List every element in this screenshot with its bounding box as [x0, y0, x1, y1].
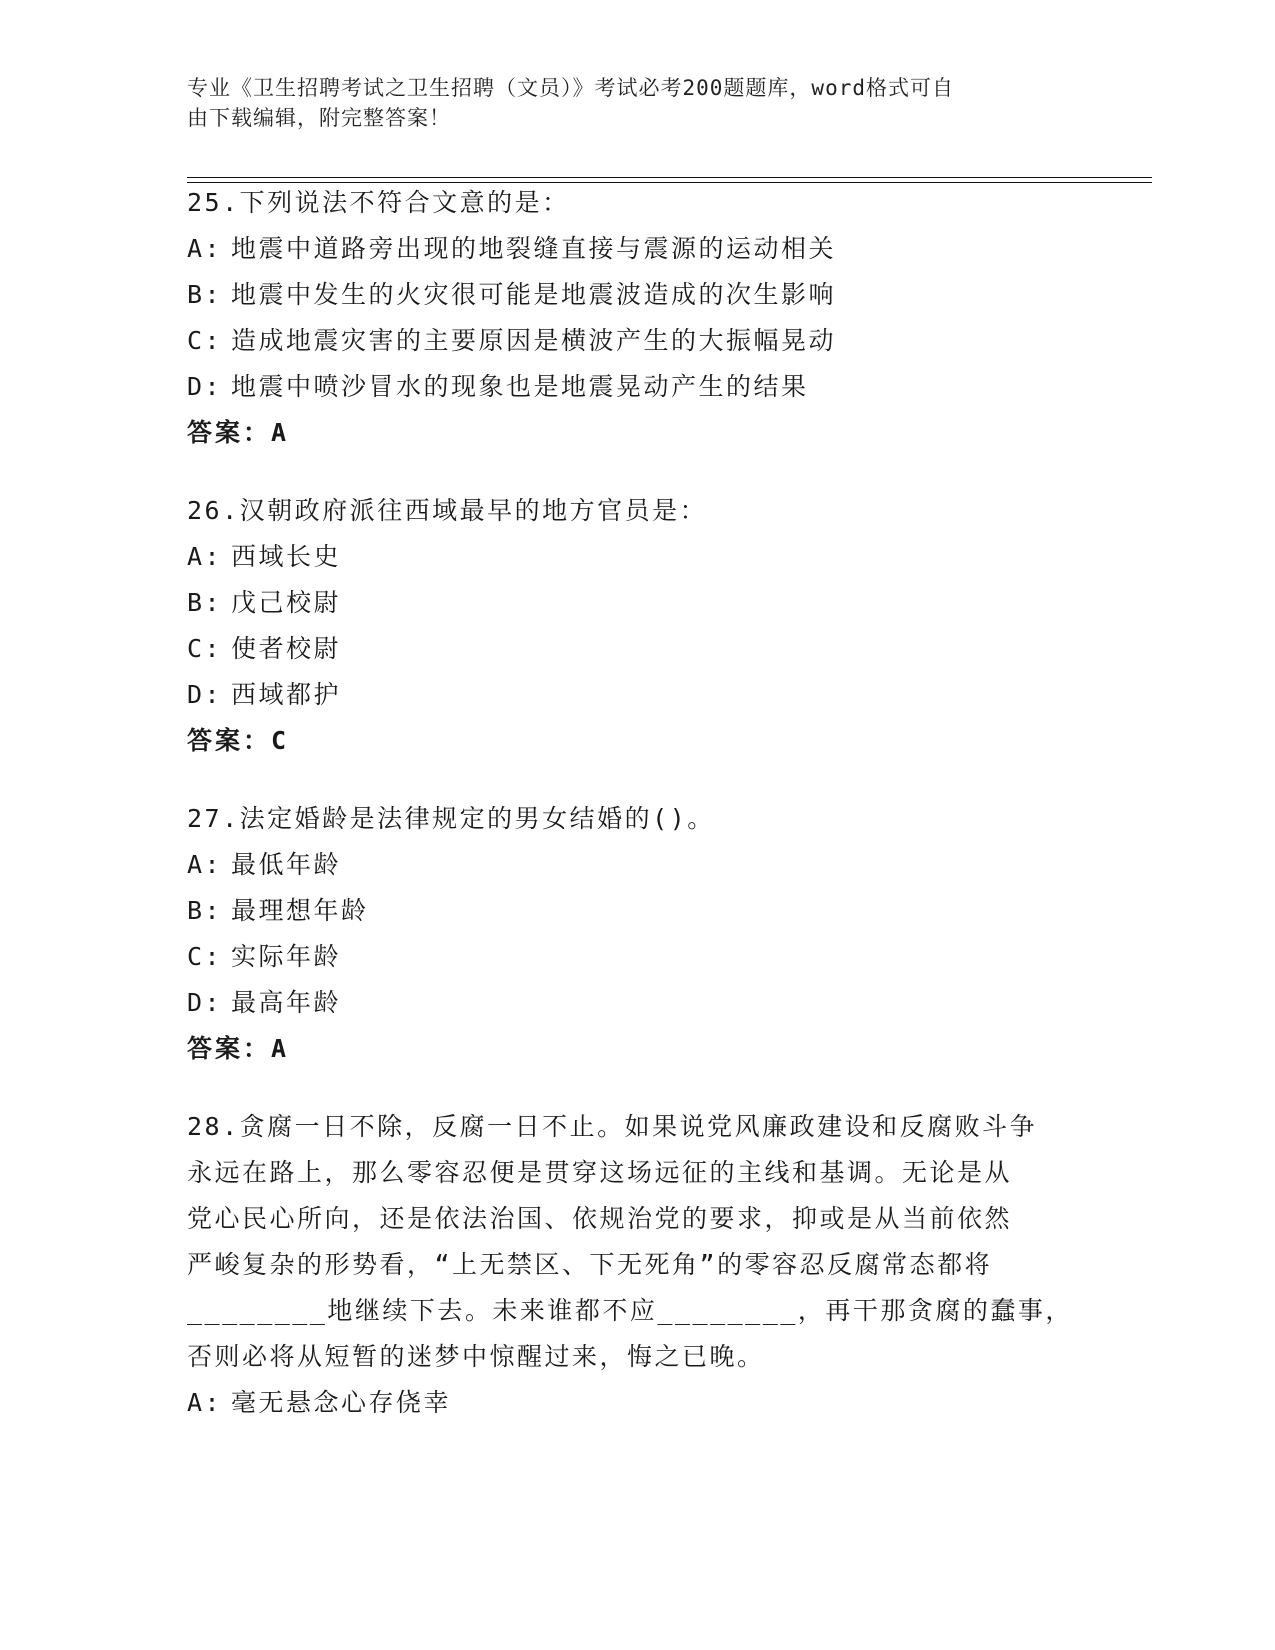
option-text: 实际年龄 — [231, 942, 342, 971]
option-prefix: D: — [187, 988, 223, 1017]
option-a — [187, 842, 1087, 888]
option-d — [187, 980, 1087, 1026]
option-prefix: B: — [187, 280, 223, 309]
option-text: 西域长史 — [231, 542, 342, 571]
option-prefix: A: — [187, 1388, 223, 1417]
option-prefix: A: — [187, 234, 223, 263]
answer-label: 答案：A — [187, 418, 290, 447]
option-text: 西域都护 — [231, 680, 342, 709]
option-prefix: D: — [187, 372, 223, 401]
answer-label: 答案：A — [187, 1034, 290, 1063]
option-b — [187, 272, 1087, 318]
answer-label: 答案：C — [187, 726, 290, 755]
option-b — [187, 580, 1087, 626]
option-d — [187, 364, 1087, 410]
question-stem-line: 28.贪腐一日不除，反腐一日不止。如果说党风廉政建设和反腐败斗争 — [187, 1112, 1038, 1141]
option-text: 地震中发生的火灾很可能是地震波造成的次生影响 — [231, 280, 837, 309]
question-stem-line: 永远在路上，那么零容忍便是贯穿这场远征的主线和基调。无论是从 — [187, 1158, 1013, 1187]
question-26 — [187, 488, 1087, 764]
option-prefix: C: — [187, 942, 223, 971]
option-prefix: C: — [187, 326, 223, 355]
question-stem: 26.汉朝政府派往西域最早的地方官员是： — [187, 496, 708, 525]
question-stem-line: 否则必将从短暂的迷梦中惊醒过来，悔之已晚。 — [187, 1342, 765, 1371]
question-stem-line: 严峻复杂的形势看，“上无禁区、下无死角”的零容忍反腐常态都将 — [187, 1250, 993, 1279]
option-prefix: D: — [187, 680, 223, 709]
question-stem-line: ________地继续下去。未来谁都不应________，再干那贪腐的蠢事， — [187, 1296, 1073, 1325]
question-27 — [187, 796, 1087, 1072]
question-stem: 25.下列说法不符合文意的是： — [187, 188, 570, 217]
option-text: 最低年龄 — [231, 850, 342, 879]
header-divider-top — [187, 177, 1152, 178]
option-prefix: B: — [187, 588, 223, 617]
option-c — [187, 934, 1087, 980]
question-stem-line: 党心民心所向，还是依法治国、依规治党的要求，抑或是从当前依然 — [187, 1204, 1013, 1233]
option-a — [187, 226, 1087, 272]
option-prefix: B: — [187, 896, 223, 925]
option-d — [187, 672, 1087, 718]
option-prefix: C: — [187, 634, 223, 663]
option-text: 最高年龄 — [231, 988, 342, 1017]
option-prefix: A: — [187, 542, 223, 571]
option-text: 地震中喷沙冒水的现象也是地震晃动产生的结果 — [231, 372, 809, 401]
option-text: 最理想年龄 — [231, 896, 369, 925]
option-b — [187, 888, 1087, 934]
option-a — [187, 534, 1087, 580]
option-text: 毫无悬念心存侥幸 — [231, 1388, 452, 1417]
option-c — [187, 626, 1087, 672]
option-text: 戊己校尉 — [231, 588, 342, 617]
option-c — [187, 318, 1087, 364]
question-28 — [187, 1104, 1087, 1426]
question-stem: 27.法定婚龄是法律规定的男女结婚的()。 — [187, 804, 715, 833]
option-text: 使者校尉 — [231, 634, 342, 663]
header-line-2: 由下载编辑，附完整答案！ — [187, 106, 451, 130]
option-text: 造成地震灾害的主要原因是横波产生的大振幅晃动 — [231, 326, 837, 355]
header-line-1: 专业《卫生招聘考试之卫生招聘（文员）》考试必考200题题库，word格式可自 — [187, 76, 954, 100]
option-prefix: A: — [187, 850, 223, 879]
document-header — [187, 73, 1067, 133]
question-25 — [187, 180, 1087, 456]
option-text: 地震中道路旁出现的地裂缝直接与震源的运动相关 — [231, 234, 837, 263]
option-a — [187, 1380, 1087, 1426]
